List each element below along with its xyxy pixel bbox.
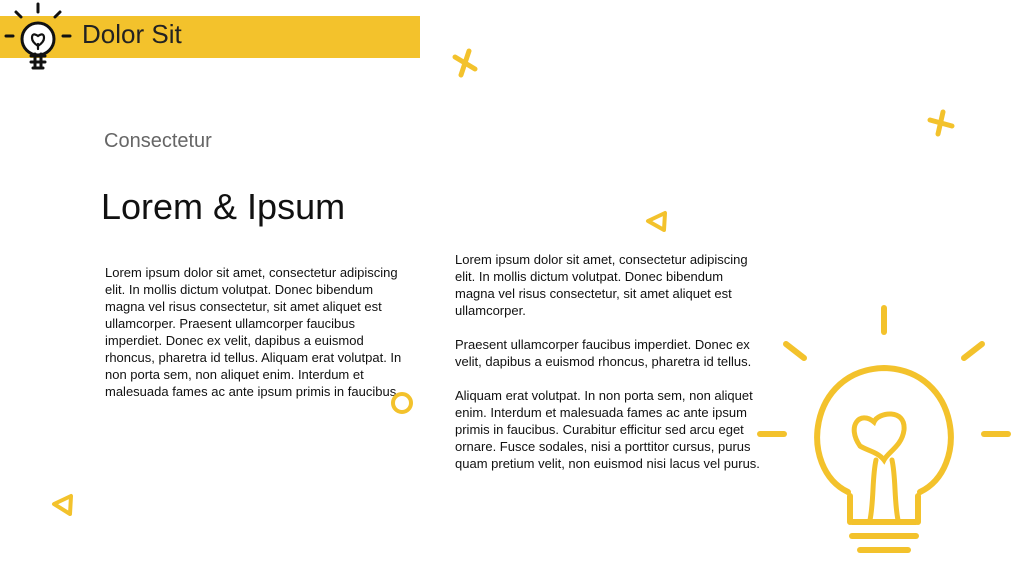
subtitle: Consectetur (104, 130, 212, 152)
right-paragraph: Aliquam erat volutpat. In non porta sem, non aliquet enim. Interdum et malesuada fames ac ante ipsum primis in faucibus. Curabitur efficitur sed arcu eget ornare. Fusce sodales, nisi a porttitor cursus, purus quam pretium velit, non euismod nisi lacus vel purus. (455, 388, 760, 471)
right-paragraph: Lorem ipsum dolor sit amet, consectetur adipiscing elit. In mollis dictum volutpat. Donec bibendum magna vel risus consectetur, sit amet aliquet est ullamcorper. (455, 252, 748, 318)
lightbulb-icon (2, 2, 78, 76)
triangle-icon (50, 492, 76, 518)
header-title: Dolor Sit (82, 19, 182, 49)
triangle-icon (644, 208, 670, 234)
cross-icon (926, 108, 956, 138)
right-paragraph: Praesent ullamcorper faucibus imperdiet. Donec ex velit, dapibus a euismod rhoncus, pharetra id tellus. (455, 337, 752, 369)
large-lightbulb-icon (750, 300, 1024, 574)
cross-icon (450, 48, 480, 78)
right-column (455, 251, 763, 489)
left-column-text: Lorem ipsum dolor sit amet, consectetur adipiscing elit. In mollis dictum volutpat. Donec bibendum magna vel risus consectetur, sit amet aliquet est ullamcorper. Praesent ullamcorper faucibus imperdiet. Donec ex velit, dapibus a euismod rhoncus, pharetra id tellus. Aliquam erat volutpat. In non porta sem, non aliquet enim. Interdum et malesuada fames ac ante ipsum primis in faucibus. (105, 265, 402, 399)
main-heading: Lorem & Ipsum (101, 186, 346, 227)
circle-icon (388, 389, 416, 417)
